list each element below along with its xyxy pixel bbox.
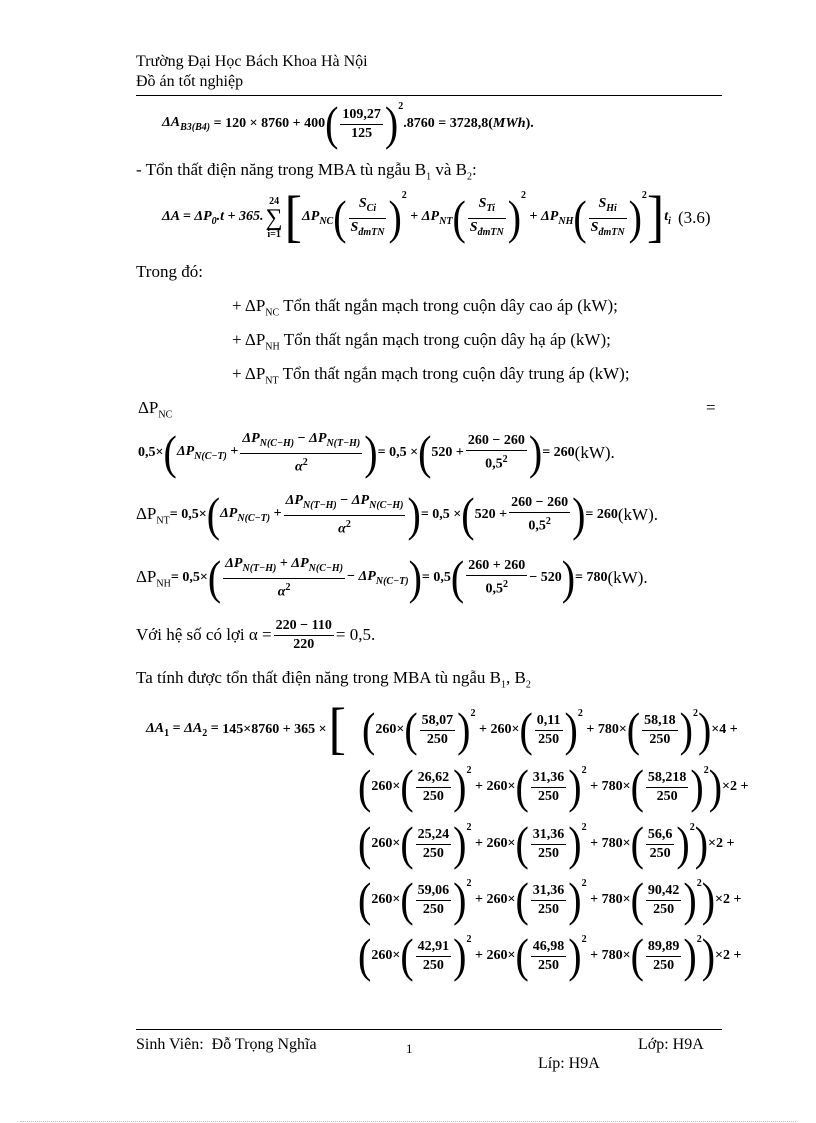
equation-pnt: $\Delta P_{NT}$ = 0,5× ( $\Delta P_{N(C-T)}$ + $\frac{\Delta P_{N(T-H)} - \Delta P_{N(C-H)}}{\alpha^2}$ ) = 0,5 × ( 520 + $\frac{260 - 260}{0,5^2}$ ) = 260 (kW). [136,487,659,542]
dpnc-label: $\Delta P_{NC}$ [138,398,173,421]
dpnc-equals: = [706,398,716,417]
equation-da-row: ( 260× ( $\frac{25,24}{250}$ ) $^2$ + 260× ( $\frac{31,36}{250}$ ) $^2$ + 780× ( $\frac{56,6}{250}$ ) $^2$ ) ×2 + [358,816,735,871]
item-pnt: + $\Delta P_{NT}$ Tổn thất ngắn mạch trong cuộn dây trung áp (kW); [232,364,630,387]
equation-3-6: $\Delta A = \Delta P_0.t + 365$. 24 ∑ i=1 [ $\Delta P_{NC}$ ( $\frac{S_{Ci}}{S_{đmTN}}$ ) $^2$ + $\Delta P_{NT}$ ( $\frac{S_{Ti}}{S_{đmTN}}$ ) $^2$ + $\Delta P_{NH}$ ( $\frac{S_{Hi}}{S_{đmTN}}$ ) $^2$ ] $t_i$ [162,186,671,249]
page-bottom-border [20,1121,796,1122]
trong-do-label: Trong đó: [136,262,203,281]
equation-da-row: ( 260× ( $\frac{42,91}{250}$ ) $^2$ + 260× ( $\frac{46,98}{250}$ ) $^2$ + 780× ( $\frac{89,89}{250}$ ) $^2$ ) ×2 + [358,928,742,983]
equation-da-row: ( 260× ( $\frac{58,07}{250}$ ) $^2$ + 260× ( $\frac{0,11}{250}$ ) $^2$ + 780× ( $\frac{58,18}{250}$ ) $^2$ ) ×4 + [362,702,738,757]
class-label: Lớp: H9A [638,1036,704,1053]
equation-pnh: $\Delta P_{NH}$ = 0,5× ( $\frac{\Delta P_{N(T-H)} + \Delta P_{N(C-H)}}{\alpha^2}$ − $\Delta P_{N(C-T)}$ ) = 0,5 ( $\frac{260 + 260}{0,5^2}$ − 520 ) = 780 (kW). [136,550,648,605]
class-label-2: Líp: H9A [538,1055,600,1072]
header-rule [136,95,722,96]
equation-da-row: ( 260× ( $\frac{59,06}{250}$ ) $^2$ + 260× ( $\frac{31,36}{250}$ ) $^2$ + 780× ( $\frac{90,42}{250}$ ) $^2$ ) ×2 + [358,872,742,927]
school-name: Trường Đại Học Bách Khoa Hà Nội [136,53,368,70]
alpha-line: Với hệ số có lợi α = $\frac{220 - 110}{220}$ = 0,5. [136,617,376,652]
equation-ab3: $\Delta A_{B3(B4)}$ = 120 × 8760 + 400 ( $\frac{109,27}{125}$ ) $^2$ .8760 = 3728,8(MWh). [162,96,534,151]
equation-pnc: 0,5× ( $\Delta P_{N(C-T)}$ + $\frac{\Delta P_{N(C-H)} - \Delta P_{N(T-H)}}{\alpha^2}$ ) = 0,5 × ( 520 + $\frac{260 - 260}{0,5^2}$ ) = 260 (kW). [138,425,615,480]
item-pnc: + $\Delta P_{NC}$ Tổn thất ngắn mạch trong cuộn dây cao áp (kW); [232,296,618,319]
page-number: 1 [406,1041,413,1056]
equation-da-row: ( 260× ( $\frac{26,62}{250}$ ) $^2$ + 260× ( $\frac{31,36}{250}$ ) $^2$ + 780× ( $\frac{58,218}{250}$ ) $^2$ ) ×2 + [358,759,749,814]
item-pnh: + $\Delta P_{NH}$ Tổn thất ngắn mạch trong cuộn dây hạ áp (kW); [232,330,611,353]
project-title: Đồ án tốt nghiệp [136,73,244,90]
ta-tinh-line: Ta tính được tổn thất điện năng trong MBA tù ngẫu $B_1$, $B_2$ [136,668,531,691]
footer-rule [136,1029,722,1030]
mba-loss-heading: - Tổn thất điện năng trong MBA tù ngẫu $B_1$ và $B_2$: [136,160,477,183]
equation-number: (3.6) [678,208,711,227]
student-line: Sinh Viên: Đỗ Trọng Nghĩa [136,1036,317,1053]
equation-da-head: $\Delta A_1 = \Delta A_2$ = 145×8760 + 365 × [ [146,698,346,761]
